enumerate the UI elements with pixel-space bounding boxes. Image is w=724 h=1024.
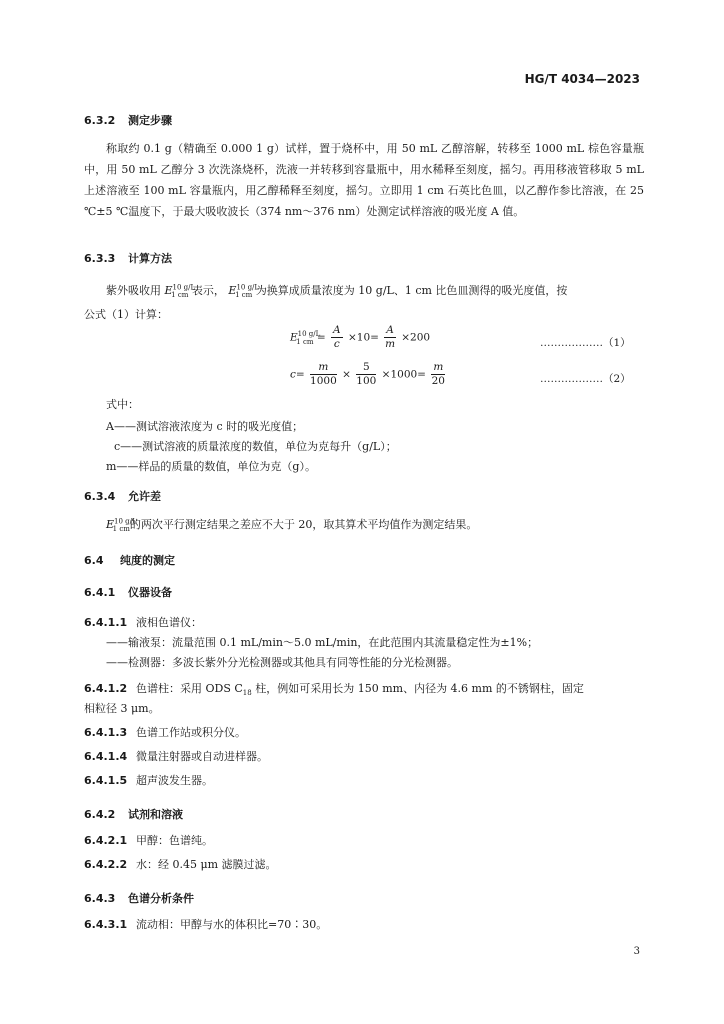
section-number: 6.4.1.2 (84, 682, 128, 695)
page-number: 3 (633, 946, 640, 957)
definition-a: A——测试溶液浓度为 c 时的吸光度值； (106, 420, 304, 433)
where-label: 式中： (106, 398, 139, 411)
item-text: 色谱工作站或积分仪。 (136, 726, 246, 739)
definition-m: m——样品的质量的数值，单位为克（g）。 (106, 460, 316, 473)
section-6-4-1-4 (84, 748, 268, 764)
section-number: 6.3.2 (84, 114, 116, 127)
item-text: 甲醇：色谱纯。 (136, 834, 213, 847)
section-6-3-2-heading (84, 112, 172, 128)
section-6-4-2-2 (84, 856, 277, 872)
section-6-4-1-1 (84, 614, 202, 630)
equation-number-1: ………………（1） (540, 337, 631, 349)
standard-number: HG/T 4034—2023 (524, 72, 640, 86)
section-title: 色谱分析条件 (128, 892, 194, 905)
section-6-3-3-heading (84, 250, 172, 266)
tolerance-text: $E^{10 g/L}_{1 cm}$的两次平行测定结果之差应不大于 20，取其算术平均值作为测定结果。 (106, 517, 478, 534)
section-number: 6.4.3 (84, 892, 116, 905)
intro-text: 为换算成质量浓度为 10 g/L、1 cm 比色皿测得的吸光度值，按 (255, 284, 568, 297)
section-number: 6.4.2.1 (84, 834, 128, 847)
section-number: 6.4 (84, 554, 104, 567)
intro-text: 紫外吸收用 (106, 284, 161, 297)
section-6-3-4-heading (84, 488, 161, 504)
section-number: 6.4.1.3 (84, 726, 128, 739)
list-item-pump: ——输液泵：流量范围 0.1 mL/min～5.0 mL/min，在此范围内其流量稳定性为±1%； (106, 636, 539, 649)
section-6-4-1-3 (84, 724, 246, 740)
section-6-4-1-2-line-2: 相粒径 3 μm。 (84, 702, 160, 715)
section-number: 6.4.2 (84, 808, 116, 821)
list-item-detector: ——检测器：多波长紫外分光检测器或其他具有同等性能的分光检测器。 (106, 656, 458, 669)
item-text: 微量注射器或自动进样器。 (136, 750, 268, 763)
e-symbol: $E^{10 g/L}_{1 cm}$ (164, 283, 196, 300)
calc-intro-line-1 (106, 282, 567, 299)
section-title: 试剂和溶液 (128, 808, 183, 821)
item-text: 超声波发生器。 (136, 774, 213, 787)
section-6-4-1-heading (84, 584, 172, 600)
section-title: 测定步骤 (128, 114, 172, 127)
section-number: 6.4.2.2 (84, 858, 128, 871)
section-title: 纯度的测定 (120, 554, 175, 567)
item-text: 水：经 0.45 μm 滤膜过滤。 (136, 858, 277, 871)
definition-c: c——测试溶液的质量浓度的数值，单位为克每升（g/L）； (114, 440, 397, 453)
section-6-4-3-1 (84, 916, 327, 932)
e-symbol: $E^{10 g/L}_{1 cm}$ (106, 517, 137, 534)
section-6-4-2-1 (84, 832, 213, 848)
section-number: 6.4.1.4 (84, 750, 128, 763)
equation-number-2: ………………（2） (540, 373, 631, 385)
section-6-3-2-paragraph: 称取约 0.1 g（精确至 0.000 1 g）试样，置于烧杯中，用 50 mL 乙醇溶解，转移至 1000 mL 棕色容量瓶中，用 50 mL 乙醇分 3 次洗涤烧杯，洗液一并转移到容量瓶中，用水稀释至刻度，摇匀。再用移液管移取 5 mL 上述溶液至 100 mL 容量瓶内，用乙醇稀释至刻度，摇匀。立即用 1 cm 石英比色皿，以乙醇作参比溶液，在 25 ℃±5 ℃温度下，于最大吸收波长（374 nm～376 nm）处测定试样溶液的吸光度 A 值。 (84, 142, 644, 218)
section-title: 仪器设备 (128, 586, 172, 599)
section-number: 6.3.3 (84, 252, 116, 265)
item-text: 流动相：甲醇与水的体积比=70∶30。 (136, 918, 328, 931)
section-6-4-3-heading (84, 890, 194, 906)
formula-1: $E^{10 g/L}_{1 cm}$ = $\frac{A}{c}$ ×10= $\frac{A}{m}$ ×200 (290, 324, 431, 350)
section-6-4-1-5 (84, 772, 213, 788)
formula-2: c= $\frac{m}{1000}$ × $\frac{5}{100}$ ×1000= $\frac{m}{20}$ (290, 361, 445, 387)
intro-text: 表示， (191, 284, 225, 297)
section-number: 6.4.1.1 (84, 616, 128, 629)
section-number: 6.4.3.1 (84, 918, 128, 931)
section-title: 允许差 (128, 490, 161, 503)
section-title: 计算方法 (128, 252, 172, 265)
section-6-4-2-heading (84, 806, 183, 822)
section-6-4-heading (84, 552, 175, 568)
section-number: 6.3.4 (84, 490, 116, 503)
item-text: 液相色谱仪： (136, 616, 202, 629)
section-6-4-1-2: 6.4.1.2 色谱柱：采用 ODS $C_{18}$ 柱，例如可采用长为 150 mm、内径为 4.6 mm 的不锈钢柱，固定 (84, 682, 584, 698)
section-number: 6.4.1 (84, 586, 116, 599)
e-symbol: $E^{10 g/L}_{1 cm}$ (228, 283, 260, 300)
calc-intro-line-2: 公式（1）计算： (84, 308, 168, 321)
section-number: 6.4.1.5 (84, 774, 128, 787)
